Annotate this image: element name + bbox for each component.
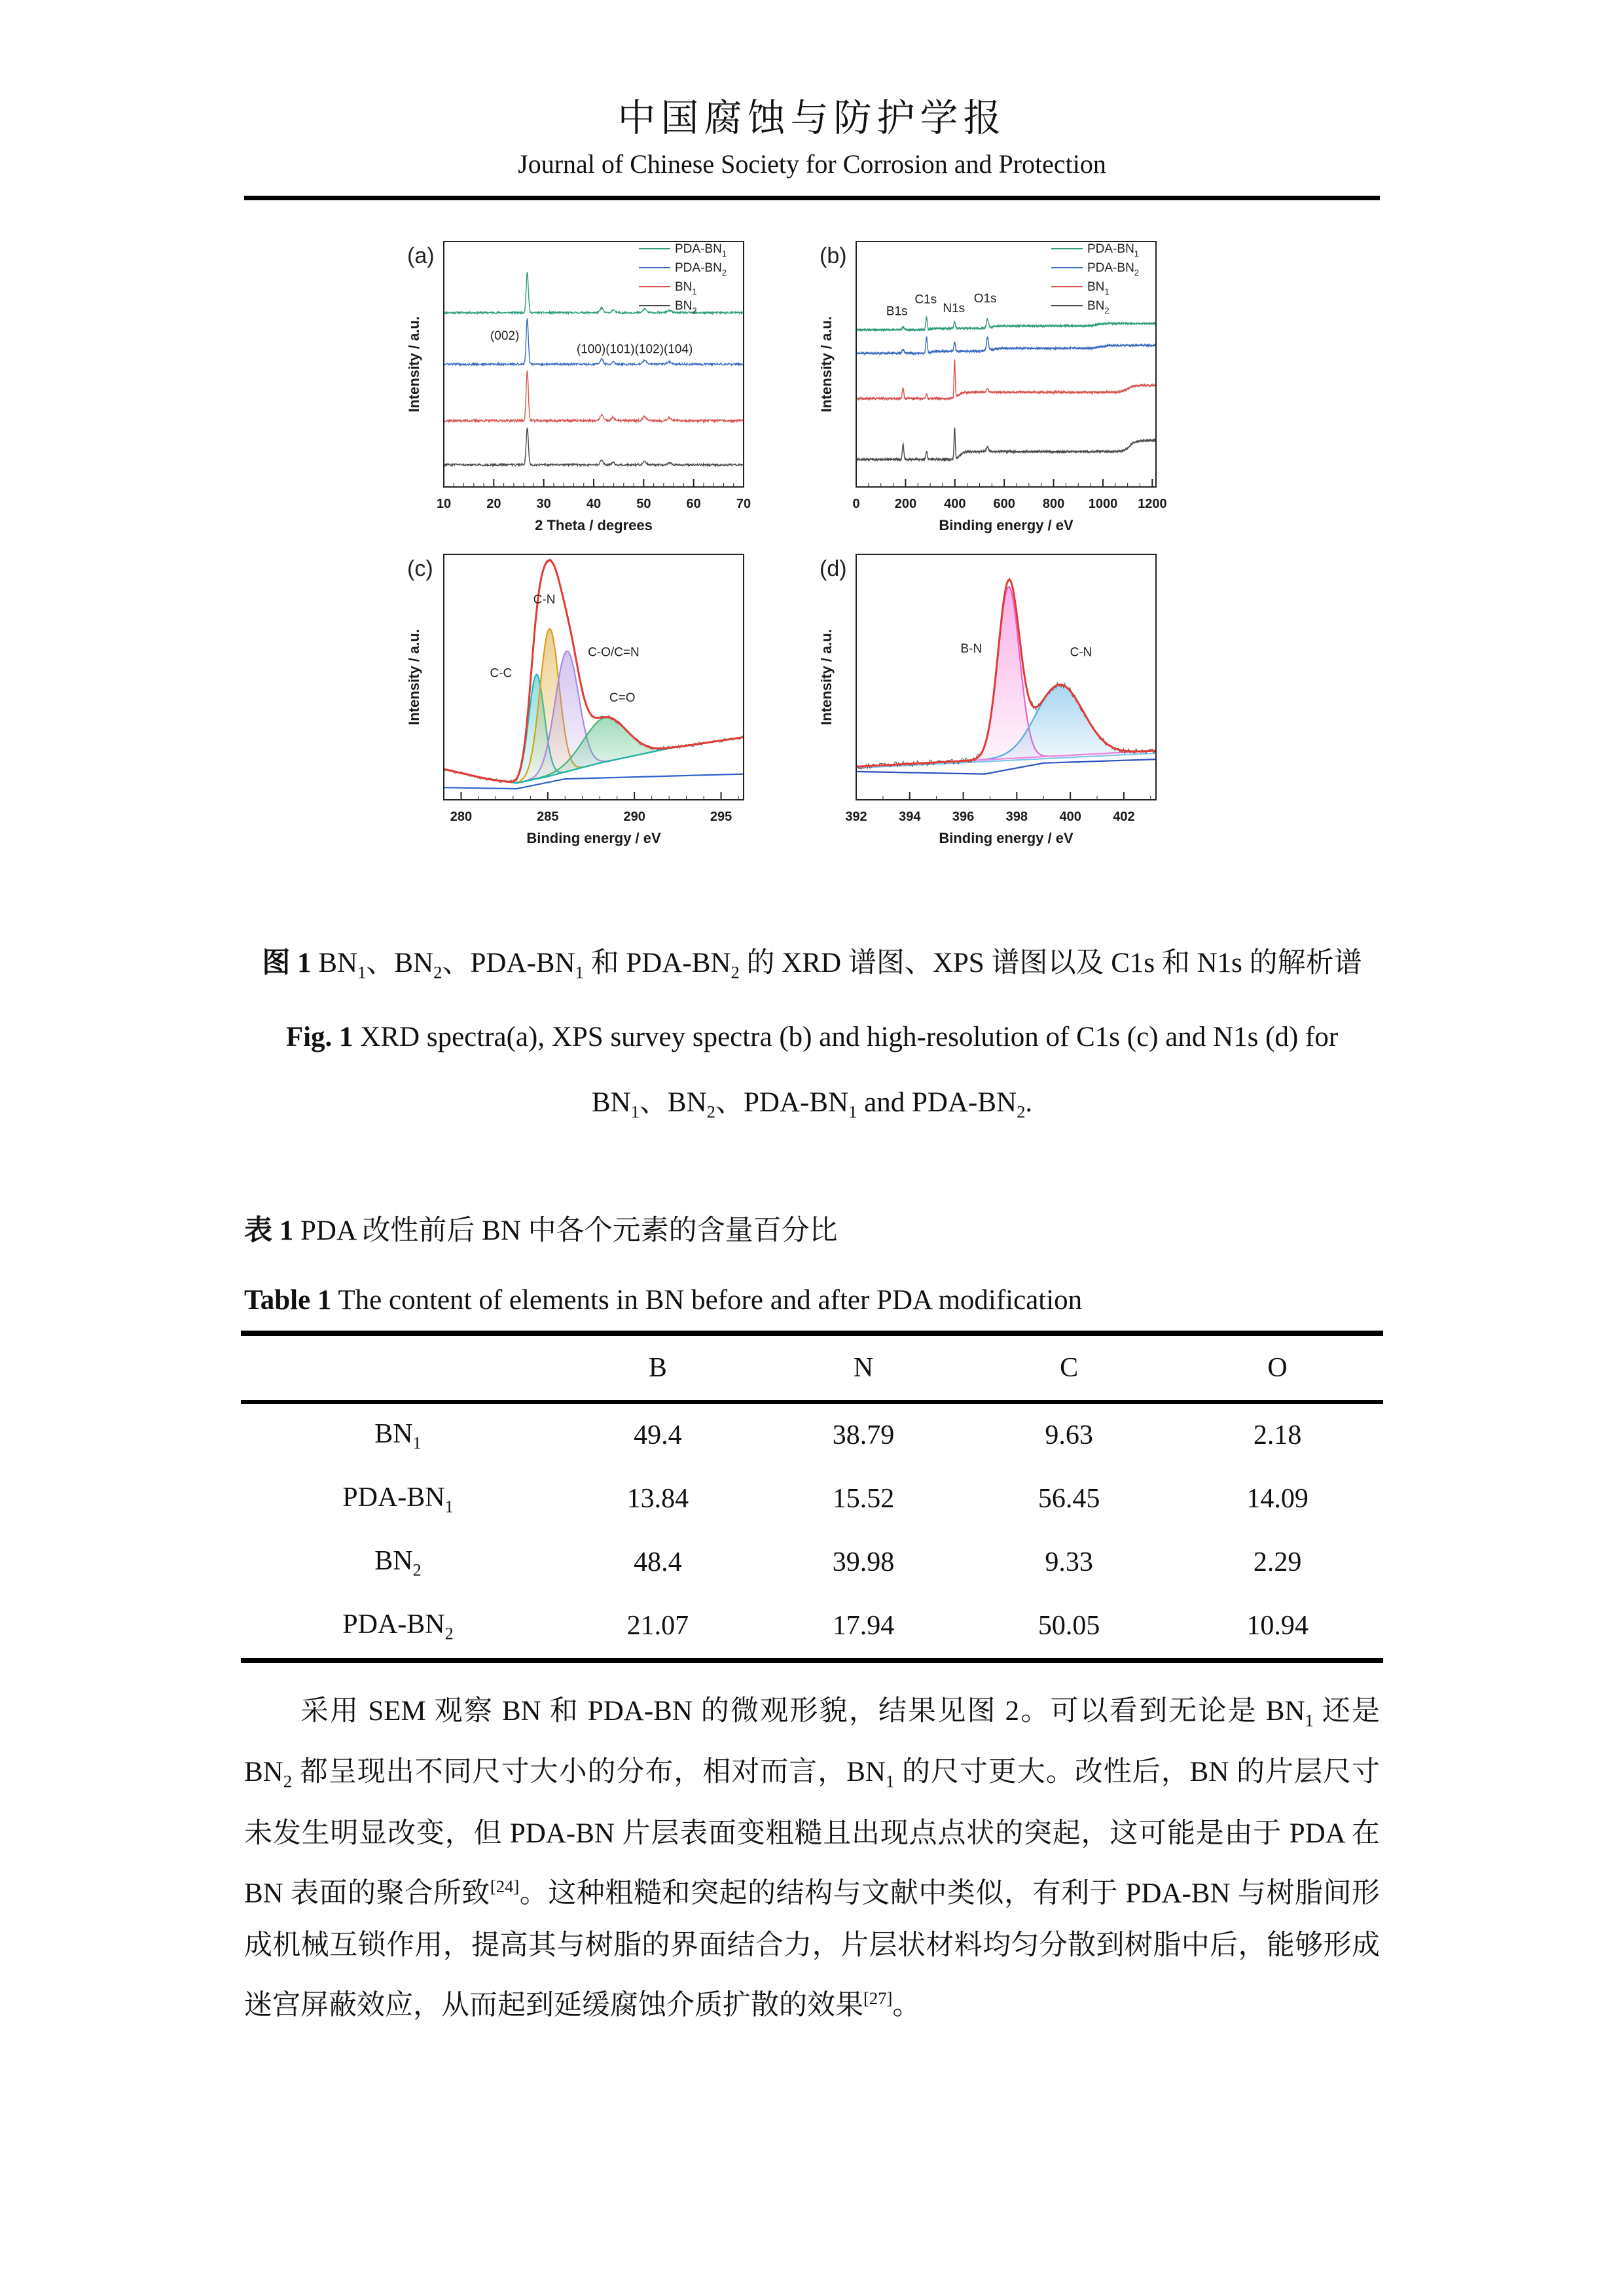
svg-text:396: 396: [952, 809, 974, 824]
figure-1-caption: [0, 931, 1624, 1145]
cell-value: 9.63: [1045, 1420, 1093, 1451]
svg-text:392: 392: [844, 809, 867, 824]
svg-text:B1s: B1s: [886, 304, 908, 319]
table-1-titles: [244, 1211, 1380, 1320]
header-rule: [244, 196, 1380, 200]
table-row: [241, 1531, 1383, 1594]
svg-text:402: 402: [1112, 809, 1135, 824]
svg-text:800: 800: [1042, 496, 1064, 511]
panel-label: (a): [406, 243, 435, 268]
body-paragraph: 采用 SEM 观察 BN 和 PDA-BN 的微观形貌，结果见图 2。可以看到无论是 $BN_1$ 还是 $BN_2$ 都呈现出不同尺寸大小的分布，相对而言，$BN_1$ 的尺寸更大。改性后，BN 的片层尺寸未发生明显改变，但 PDA-BN 片层表面变粗糙且出现点点状的突起，这可能是由于 PDA 在 BN 表面的聚合所致[24]。这种粗糙和突起的结构与文献中类似，有利于 PDA-BN 与树脂间形成机械互锁作用，提高其与树脂的界面结合力，片层状材料均匀分散到树脂中后，能够形成迷宫屏蔽效应，从而起到延缓腐蚀介质扩散的效果[27]。: [244, 1695, 1380, 2021]
cell-value: 9.33: [1045, 1547, 1093, 1578]
svg-text:C-N: C-N: [1070, 645, 1092, 660]
svg-text:50: 50: [636, 496, 651, 511]
svg-text:280: 280: [450, 809, 472, 824]
table-title-en: Table 1 The content of elements in BN before and after PDA modification: [244, 1284, 1083, 1316]
svg-text:O1s: O1s: [973, 291, 997, 306]
cell-value: 14.09: [1246, 1484, 1308, 1515]
cell-value: 13.84: [626, 1484, 689, 1515]
y-axis-title: Intensity / a.u.: [405, 315, 422, 412]
table-header-row: [241, 1333, 1383, 1402]
chart-c-c1s-fit: [403, 538, 809, 847]
y-axis-title: Intensity / a.u.: [818, 628, 835, 725]
legend-label: $BN_2$: [674, 298, 697, 315]
svg-text:40: 40: [586, 496, 601, 511]
svg-text:285: 285: [536, 809, 559, 824]
svg-text:60: 60: [686, 496, 701, 511]
cell-value: 10.94: [1246, 1611, 1308, 1641]
x-axis-title: Binding energy / eV: [526, 829, 661, 846]
chart-d-n1s-fit: [816, 538, 1221, 847]
figure-1-grid: [403, 225, 1221, 847]
journal-title-en: Journal of Chinese Society for Corrosion and Protection: [518, 149, 1106, 179]
y-axis-title: Intensity / a.u.: [405, 628, 422, 725]
column-header-O: O: [1267, 1352, 1288, 1383]
figure-caption-en-line2: $BN_1$、$BN_2$、PDA-$BN_1$ and PDA-$BN_2$.: [591, 1087, 1033, 1122]
row-label: PDA-$BN_2$: [342, 1609, 454, 1643]
cell-value: 49.4: [634, 1420, 682, 1451]
cell-value: 38.79: [832, 1420, 895, 1451]
legend-label: $BN_2$: [1087, 298, 1110, 315]
cell-value: 56.45: [1038, 1484, 1100, 1515]
legend-label: $BN_1$: [1087, 279, 1110, 296]
journal-title-zh: 中国腐蚀与防护学报: [617, 97, 1007, 139]
table-row: [241, 1467, 1383, 1531]
journal-header: [0, 0, 1624, 200]
svg-text:400: 400: [943, 496, 965, 511]
column-header-empty: [241, 1333, 555, 1402]
svg-text:(100)(101)(102)(104): (100)(101)(102)(104): [576, 342, 693, 357]
panel-label: (c): [406, 556, 433, 581]
cell-value: 2.29: [1253, 1547, 1302, 1578]
row-label: PDA-$BN_1$: [342, 1482, 454, 1516]
x-axis-title: Binding energy / eV: [938, 829, 1074, 846]
figure-caption-en-line1: Fig. 1 XRD spectra(a), XPS survey spectra (b) and high-resolution of C1s (c) and N1s (d) for: [285, 1022, 1339, 1053]
panel-label: (b): [819, 243, 847, 268]
svg-text:C-N: C-N: [533, 592, 555, 607]
chart-a-xrd-spectra: [403, 225, 809, 534]
elements-table: [241, 1331, 1383, 1663]
svg-text:1200: 1200: [1137, 496, 1167, 511]
legend-label: PDA-$BN_2$: [1087, 260, 1139, 278]
svg-text:394: 394: [898, 809, 920, 824]
cell-value: 17.94: [832, 1611, 895, 1641]
svg-text:C1s: C1s: [914, 293, 937, 307]
svg-text:C-C: C-C: [489, 666, 512, 681]
cell-value: 2.18: [1253, 1420, 1302, 1451]
svg-text:30: 30: [536, 496, 551, 511]
svg-text:290: 290: [623, 809, 645, 824]
panel-label: (d): [819, 556, 847, 581]
legend-label: PDA-$BN_1$: [674, 242, 727, 259]
legend-label: PDA-$BN_2$: [674, 260, 727, 278]
svg-text:200: 200: [894, 496, 916, 511]
svg-text:C-O/C=N: C-O/C=N: [587, 645, 640, 660]
table-row: [241, 1594, 1383, 1660]
cell-value: 15.52: [832, 1484, 895, 1515]
cell-value: 48.4: [634, 1547, 682, 1578]
svg-text:10: 10: [436, 496, 451, 511]
svg-text:398: 398: [1005, 809, 1028, 824]
column-header-C: C: [1060, 1352, 1079, 1383]
table-row: [241, 1402, 1383, 1467]
row-label: $BN_1$: [374, 1418, 422, 1453]
y-axis-title: Intensity / a.u.: [818, 315, 835, 412]
svg-text:C=O: C=O: [609, 691, 635, 705]
svg-text:N1s: N1s: [942, 301, 965, 315]
row-label: $BN_2$: [374, 1545, 422, 1580]
column-header-N: N: [853, 1352, 874, 1383]
cell-value: 39.98: [832, 1547, 895, 1578]
svg-text:70: 70: [736, 496, 751, 511]
svg-text:295: 295: [710, 809, 732, 824]
column-header-B: B: [648, 1352, 667, 1383]
svg-text:(002): (002): [490, 329, 519, 343]
figure-caption-zh: 图 1 $BN_1$、$BN_2$、PDA-$BN_1$ 和 PDA-$BN_2$ 的 XRD 谱图、XPS 谱图以及 C1s 和 N1s 的解析谱: [262, 947, 1362, 982]
cell-value: 21.07: [626, 1611, 689, 1641]
table-title-zh: 表 1 PDA 改性前后 BN 中各个元素的含量百分比: [244, 1215, 838, 1246]
svg-text:1000: 1000: [1088, 496, 1117, 511]
svg-text:600: 600: [992, 496, 1015, 511]
x-axis-title: 2 Theta / degrees: [534, 516, 653, 533]
svg-text:20: 20: [486, 496, 501, 511]
svg-text:400: 400: [1058, 809, 1081, 824]
svg-text:B-N: B-N: [960, 641, 982, 656]
cell-value: 50.05: [1038, 1611, 1100, 1641]
chart-b-xps-survey: [816, 225, 1221, 534]
legend-label: $BN_1$: [674, 279, 697, 296]
x-axis-title: Binding energy / eV: [938, 516, 1074, 533]
svg-text:0: 0: [852, 496, 860, 511]
legend-label: PDA-$BN_1$: [1087, 242, 1139, 259]
